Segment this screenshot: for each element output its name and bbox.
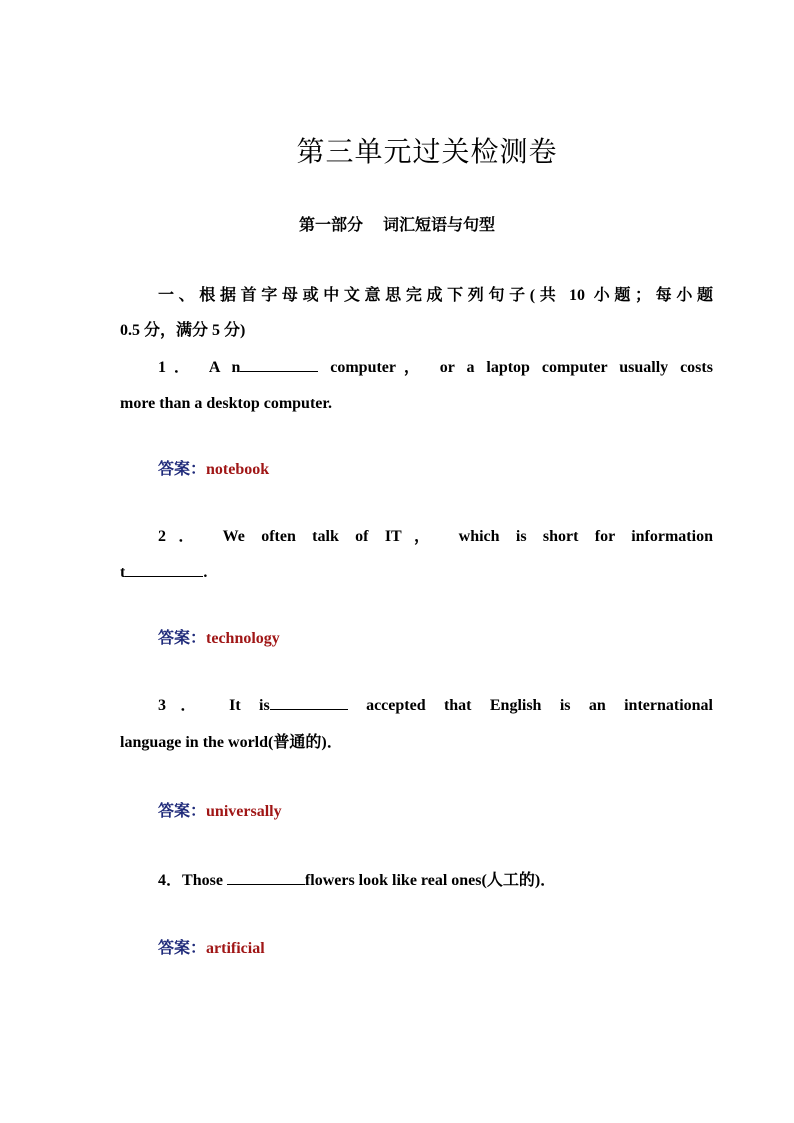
section-heading-line1: [120, 277, 713, 314]
section-heading-line2: [120, 313, 675, 349]
question-1-line1: 1． A n computer， or a laptop computer usually costs: [120, 350, 713, 386]
question-4-line1: 4．Those flowers look like real ones(人工的)．: [158, 870, 557, 889]
question-3-line1: 3． It is accepted that English is an international: [120, 688, 713, 724]
answer-value: artificial: [206, 940, 265, 957]
answer-blank: [125, 560, 203, 577]
section-subtitle: [0, 212, 794, 235]
question-2-line1: 2． We often talk of IT， which is short for information: [158, 528, 713, 545]
answer-label: 答案：: [158, 801, 207, 820]
question-number: 1．: [158, 359, 198, 376]
question-number: 3．: [158, 697, 211, 714]
answer-blank: [270, 693, 348, 710]
question-2-line2: t .: [120, 555, 675, 591]
question-1-answer: [158, 457, 269, 482]
question-2-answer: [158, 626, 280, 651]
answer-label: 答案：: [158, 938, 207, 957]
question-4-answer: [158, 936, 265, 961]
question-number: 4．: [158, 872, 183, 889]
question-3-line2: language in the world(普通的)．: [120, 732, 343, 751]
page-title: 第三单元过关检测卷: [296, 135, 558, 168]
chinese-hint: 普通的: [273, 732, 322, 751]
answer-value: notebook: [206, 461, 270, 478]
answer-blank: [240, 355, 318, 372]
section-paren-info-2: 0.5 分，满分 5 分): [120, 322, 246, 339]
question-3-answer: [158, 799, 282, 824]
section-heading: 一、根据首字母或中文意思完成下列句子: [158, 285, 530, 304]
answer-value: technology: [206, 630, 280, 647]
answer-blank: [227, 868, 305, 885]
question-1-line2: more than a desktop computer.: [120, 395, 333, 412]
chinese-hint: 人工的: [486, 870, 535, 889]
section-paren-info: (共 10 小题；每小题: [529, 287, 713, 304]
answer-label: 答案：: [158, 628, 207, 647]
answer-label: 答案：: [158, 459, 207, 478]
part-topic: 词汇短语与句型: [383, 215, 496, 234]
question-number: 2．: [158, 528, 207, 545]
part-label: 第一部分: [298, 215, 363, 234]
answer-value: universally: [206, 803, 282, 820]
